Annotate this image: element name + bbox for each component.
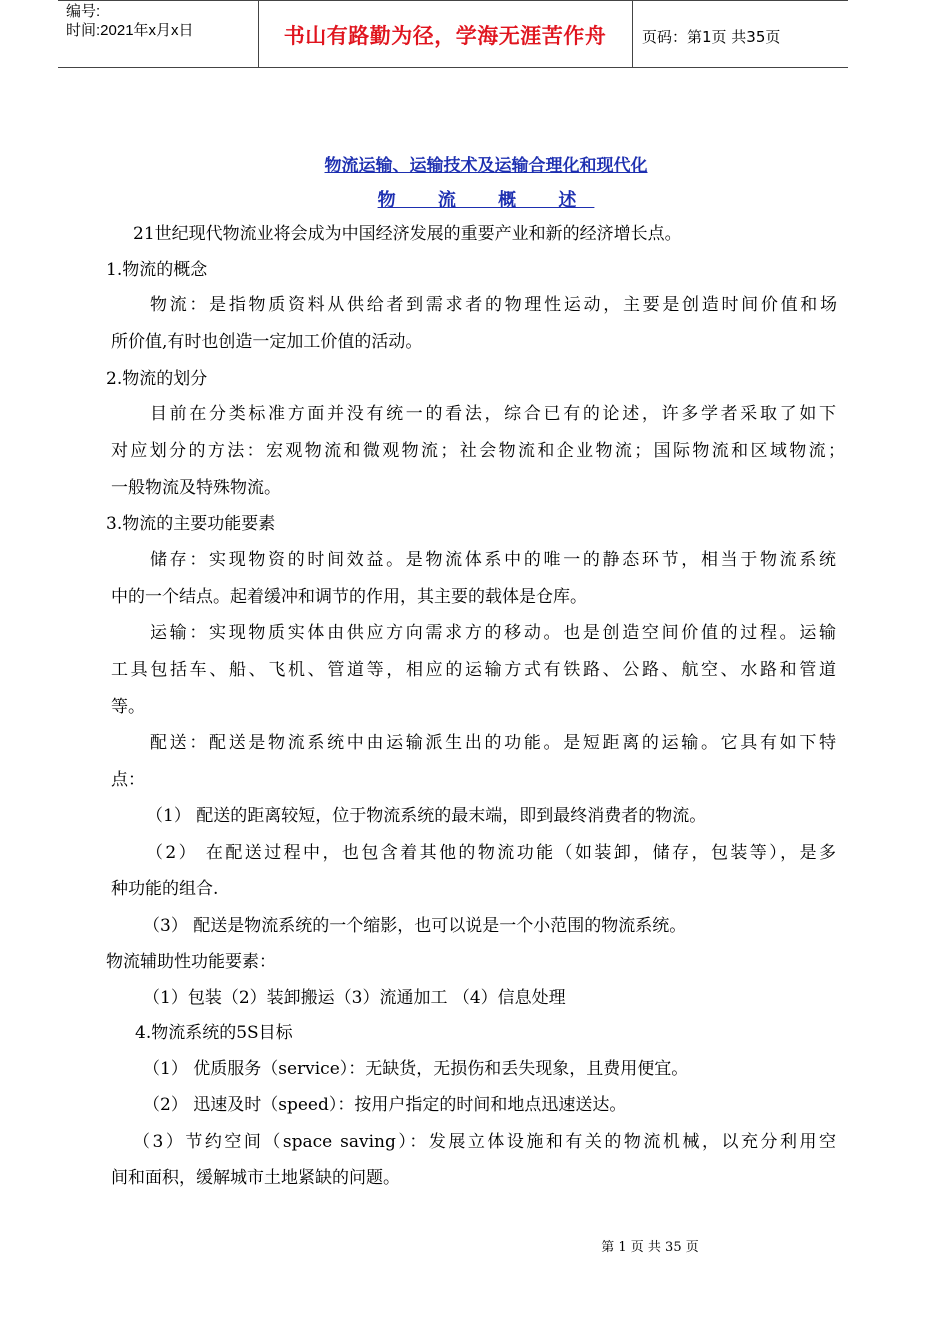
section-heading: 4.物流系统的5S目标 [135,1023,293,1043]
header-meta [66,2,194,40]
page-header [58,0,848,68]
list-item: （2） 在配送过程中，也包含着其他的物流功能（如装卸，储存，包装等），是多 [146,843,836,863]
paragraph-line: 目前在分类标准方面并没有统一的看法，综合已有的论述，许多学者采取了如下 [150,404,836,424]
list-item: （3） 配送是物流系统的一个缩影，也可以说是一个小范围的物流系统。 [143,916,687,936]
paragraph-line: 一般物流及特殊物流。 [111,478,281,498]
paragraph-line: 点： [111,770,145,790]
section-heading: 3.物流的主要功能要素 [106,514,276,534]
document-number-label: 编号: [66,3,101,20]
document-title: 物流运输、运输技术及运输合理化和现代化 [324,156,648,176]
header-page-info: 页码：第1页 共35页 [642,28,781,46]
paragraph-line: 物流：是指物质资料从供给者到需求者的物理性运动，主要是创造时间价值和场 [150,295,837,315]
section-heading: 1.物流的概念 [106,260,208,280]
paragraph-line: 种功能的组合. [111,879,219,899]
paragraph-line: 对应划分的方法：宏观物流和微观物流；社会物流和企业物流；国际物流和区域物流； [111,441,845,461]
paragraph-line: 工具包括车、船、飞机、管道等，相应的运输方式有铁路、公路、航空、水路和管道 [111,660,836,680]
paragraph-line: 运输：实现物质实体由供应方向需求方的移动。也是创造空间价值的过程。运输 [150,623,836,643]
header-bottom-rule [58,67,848,68]
paragraph-line: 间和面积，缓解城市土地紧缺的问题。 [111,1168,400,1188]
header-divider [632,0,633,68]
list-item: （2） 迅速及时（speed）：按用户指定的时间和地点迅速送达。 [143,1095,627,1115]
list-item: （1） 优质服务（service）：无缺货，无损伤和丢失现象，且费用便宜。 [143,1059,689,1079]
paragraph-line: 所价值,有时也创造一定加工价值的活动。 [111,332,423,352]
paragraph-line: 21世纪现代物流业将会成为中国经济发展的重要产业和新的经济增长点。 [133,224,682,244]
paragraph-line: 储存：实现物资的时间效益。是物流体系中的唯一的静态环节，相当于物流系统 [150,550,836,570]
page-footer: 第 1 页 共 35 页 [601,1240,699,1255]
list-item: （1） 配送的距离较短，位于物流系统的最末端，即到最终消费者的物流。 [146,806,707,826]
list-item: （3）节约空间（space saving）：发展立体设施和有关的物流机械，以充分利用空 [133,1132,836,1152]
section-heading: 2.物流的划分 [106,369,208,389]
paragraph-line: 等。 [111,697,145,717]
header-motto: 书山有路勤为径，学海无涯苦作舟 [283,24,607,48]
list-item: （1）包装（2）装卸搬运（3）流通加工 （4）信息处理 [143,988,566,1008]
document-subtitle: 物 流 概 述 [377,190,595,211]
paragraph-line: 配送：配送是物流系统中由运输派生出的功能。是短距离的运输。它具有如下特 [150,733,836,753]
header-top-rule [58,0,848,1]
paragraph-line: 中的一个结点。起着缓冲和调节的作用，其主要的载体是仓库。 [111,587,587,607]
document-time-label: 时间:2021年x月x日 [66,22,194,39]
section-heading: 物流辅助性功能要素： [106,952,276,972]
